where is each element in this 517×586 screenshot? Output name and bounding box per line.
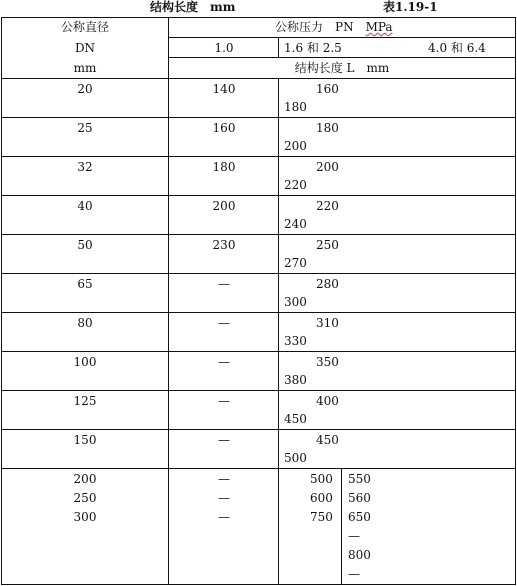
length-pn3-cell: 560: [348, 491, 371, 505]
rule: [1, 195, 516, 196]
rule: [168, 57, 516, 58]
table-caption: 结构长度 mm: [150, 0, 236, 14]
rule: [1, 78, 516, 79]
dn-cell: 20: [77, 82, 93, 96]
length-pn3-cell: 300: [284, 295, 307, 309]
rule: [168, 37, 516, 38]
dn-cell: 40: [77, 199, 93, 213]
length-pn2-cell: 220: [316, 199, 339, 213]
dn-cell: 32: [77, 160, 93, 174]
length-pn3-cell: 380: [284, 373, 307, 387]
dn-cell: 65: [77, 277, 93, 291]
pn-3: 4.0 和 6.4: [428, 41, 486, 55]
length-pn2-cell: 750: [310, 510, 333, 524]
length-pn2-cell: 180: [316, 121, 339, 135]
dn-cell: 50: [77, 238, 93, 252]
table-number: 表1.19-1: [383, 0, 438, 14]
length-pn2-cell: 400: [316, 394, 339, 408]
length-pn3-cell: 450: [284, 412, 307, 426]
rule: [1, 17, 516, 18]
dn-cell: 200: [73, 472, 97, 486]
length-pn2-cell: 310: [316, 316, 339, 330]
dn-cell: 150: [73, 433, 97, 447]
length-pn1-cell: 230: [212, 238, 236, 252]
length-pn1-cell: —: [218, 491, 230, 505]
length-pn3-cell: —: [348, 567, 360, 581]
length-pn3-cell: 330: [284, 334, 307, 348]
length-pn3-cell: 220: [284, 178, 307, 192]
pn-header: [275, 20, 393, 34]
length-pn1-cell: —: [218, 394, 230, 408]
dn-header: 公称直径: [60, 20, 110, 34]
pn-header-label: 公称压力 PN: [275, 20, 366, 34]
length-pn3-cell: 200: [284, 139, 307, 153]
length-pn2-cell: 200: [316, 160, 339, 174]
rule: [1, 273, 516, 274]
rule: [278, 37, 279, 58]
rule: [1, 17, 2, 585]
length-pn1-cell: —: [218, 316, 230, 330]
length-pn2-cell: 160: [316, 82, 339, 96]
length-pn1-cell: —: [218, 433, 230, 447]
length-pn3-cell: 500: [284, 451, 307, 465]
rule: [515, 17, 516, 585]
dn-cell: 125: [73, 394, 97, 408]
pn-header-unit: MPa: [365, 20, 393, 34]
length-pn1-cell: 180: [212, 160, 236, 174]
length-pn1-cell: —: [218, 472, 230, 486]
length-pn2-cell: 450: [316, 433, 339, 447]
length-pn1-cell: 140: [212, 82, 236, 96]
length-pn1-cell: —: [218, 510, 230, 524]
length-pn1-cell: 200: [212, 199, 236, 213]
rule: [278, 78, 279, 585]
dn-cell: 80: [77, 316, 93, 330]
length-pn1-cell: —: [218, 355, 230, 369]
length-pn1-cell: —: [218, 277, 230, 291]
rule: [1, 351, 516, 352]
length-header: 结构长度 L mm: [294, 61, 390, 75]
pn-2: 1.6 和 2.5: [284, 41, 342, 55]
rule: [1, 156, 516, 157]
length-pn3-cell: 180: [284, 100, 307, 114]
rule: [1, 468, 516, 469]
length-pn2-cell: 250: [316, 238, 339, 252]
rule: [1, 117, 516, 118]
rule: [168, 17, 169, 585]
length-pn2-cell: 350: [316, 355, 339, 369]
rule: [1, 390, 516, 391]
length-pn3-cell: 800: [348, 548, 371, 562]
dn-cell: 25: [77, 121, 93, 135]
pn-1: 1.0: [214, 41, 234, 55]
rule: [1, 584, 516, 585]
length-pn3-cell: —: [348, 529, 360, 543]
rule: [1, 234, 516, 235]
length-pn3-cell: 270: [284, 256, 307, 270]
dn-header-symbol: DN: [74, 41, 96, 55]
dn-cell: 300: [73, 510, 97, 524]
dn-cell: 100: [73, 355, 97, 369]
rule: [1, 312, 516, 313]
dn-cell: 250: [73, 491, 97, 505]
rule: [341, 468, 342, 585]
length-pn1-cell: 160: [212, 121, 236, 135]
length-pn3-cell: 550: [348, 472, 371, 486]
length-pn2-cell: 280: [316, 277, 339, 291]
length-pn2-cell: 600: [310, 491, 333, 505]
length-pn3-cell: 650: [348, 510, 371, 524]
dn-header-unit: mm: [73, 61, 97, 75]
length-pn2-cell: 500: [310, 472, 333, 486]
rule: [1, 429, 516, 430]
length-pn3-cell: 240: [284, 217, 307, 231]
